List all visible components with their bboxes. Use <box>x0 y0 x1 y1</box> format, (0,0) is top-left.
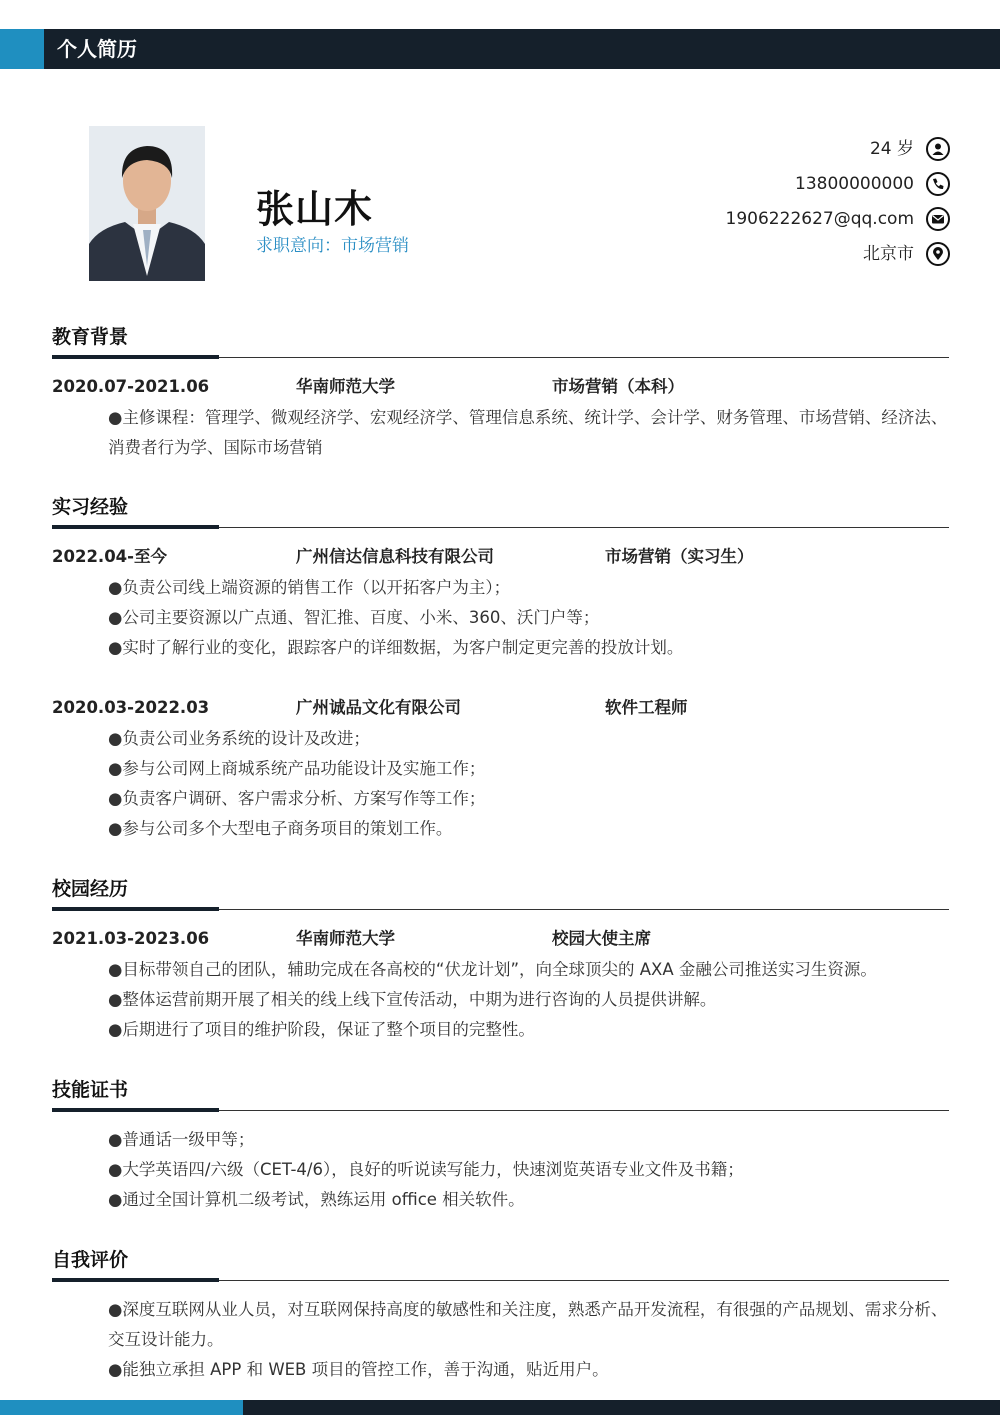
campus-role: 校园大使主席 <box>552 929 651 948</box>
job-company: 广州信达信息科技有限公司 <box>296 547 494 566</box>
job-intent: 求职意向：市场营销 <box>256 236 409 256</box>
list-item: ●通过全国计算机二级考试，熟练运用 office 相关软件。 <box>108 1190 525 1209</box>
contact-email <box>570 204 950 234</box>
job-date: 2020.03-2022.03 <box>52 698 210 717</box>
self-paragraph-1: ●深度互联网从业人员，对互联网保持高度的敏感性和关注度，熟悉产品开发流程，有很强的产品规划、需求分析、交互设计能力。 <box>108 1300 948 1349</box>
candidate-name: 张山木 <box>256 187 374 231</box>
self-paragraph-2: ●能独立承担 APP 和 WEB 项目的管控工作，善于沟通，贴近用户。 <box>108 1360 609 1379</box>
mail-icon <box>926 207 950 231</box>
list-item: ●负责公司业务系统的设计及改进； <box>108 729 370 748</box>
section-divider <box>52 527 949 528</box>
list-item: ●后期进行了项目的维护阶段，保证了整个项目的完整性。 <box>108 1020 535 1039</box>
user-icon <box>926 137 950 161</box>
footer-bar <box>0 1400 1000 1415</box>
job-company: 广州诚品文化有限公司 <box>296 698 461 717</box>
list-item: ●负责公司线上端资源的销售工作（以开拓客户为主）； <box>108 578 511 597</box>
city-text: 北京市 <box>863 244 914 264</box>
list-item: ●公司主要资源以广点通、智汇推、百度、小米、360、沃门户等； <box>108 608 600 627</box>
section-title-internship: 实习经验 <box>52 496 129 518</box>
list-item: ●负责客户调研、客户需求分析、方案写作等工作； <box>108 789 486 808</box>
header-bar <box>0 29 1000 69</box>
campus-school: 华南师范大学 <box>296 929 395 948</box>
phone-icon <box>926 172 950 196</box>
list-item: ●参与公司网上商城系统产品功能设计及实施工作； <box>108 759 486 778</box>
job-row <box>52 696 949 720</box>
header-accent <box>0 29 44 69</box>
list-item: ●目标带领自己的团队，辅助完成在各高校的“伏龙计划”，向全球顶尖的 AXA 金融公司推送实习生资源。 <box>108 960 877 979</box>
list-item: ●普通话一级甲等； <box>108 1130 255 1149</box>
age-text: 24 岁 <box>869 139 914 159</box>
campus-row <box>52 927 949 951</box>
self-evaluation <box>76 1295 956 1385</box>
job-role: 市场营销（实习生） <box>605 547 754 566</box>
section-divider <box>52 1110 949 1111</box>
job-date: 2022.04-至今 <box>52 547 168 566</box>
list-item: ●参与公司多个大型电子商务项目的策划工作。 <box>108 819 453 838</box>
phone-text: 13800000000 <box>795 174 914 194</box>
section-title-self: 自我评价 <box>52 1249 129 1271</box>
education-row <box>52 375 949 399</box>
job-row <box>52 545 949 569</box>
education-major: 市场营销（本科） <box>552 377 684 396</box>
job-role: 软件工程师 <box>605 698 688 717</box>
section-title-skills: 技能证书 <box>52 1079 129 1101</box>
contact-phone <box>570 169 950 199</box>
section-divider <box>52 357 949 358</box>
page-title: 个人简历 <box>57 37 137 61</box>
contact-city <box>570 239 950 269</box>
list-item: ●大学英语四/六级（CET-4/6），良好的听说读写能力，快速浏览英语专业文件及书籍； <box>108 1160 744 1179</box>
education-date: 2020.07-2021.06 <box>52 377 210 396</box>
email-text: 1906222627@qq.com <box>725 209 914 229</box>
section-title-education: 教育背景 <box>52 326 129 348</box>
education-school: 华南师范大学 <box>296 377 395 396</box>
list-item: ●实时了解行业的变化，跟踪客户的详细数据，为客户制定更完善的投放计划。 <box>108 638 684 657</box>
section-divider <box>52 909 949 910</box>
contact-age <box>570 134 950 164</box>
list-item: ●整体运营前期开展了相关的线上线下宣传活动，中期为进行咨询的人员提供讲解。 <box>108 990 717 1009</box>
profile-photo <box>89 126 205 281</box>
section-divider <box>52 1280 949 1281</box>
location-icon <box>926 242 950 266</box>
section-title-campus: 校园经历 <box>52 878 129 900</box>
footer-accent <box>0 1400 243 1415</box>
campus-date: 2021.03-2023.06 <box>52 929 210 948</box>
education-courses: ●主修课程：管理学、微观经济学、宏观经济学、管理信息系统、统计学、会计学、财务管理、市场营销、经济法、消费者行为学、国际市场营销 <box>108 408 948 457</box>
